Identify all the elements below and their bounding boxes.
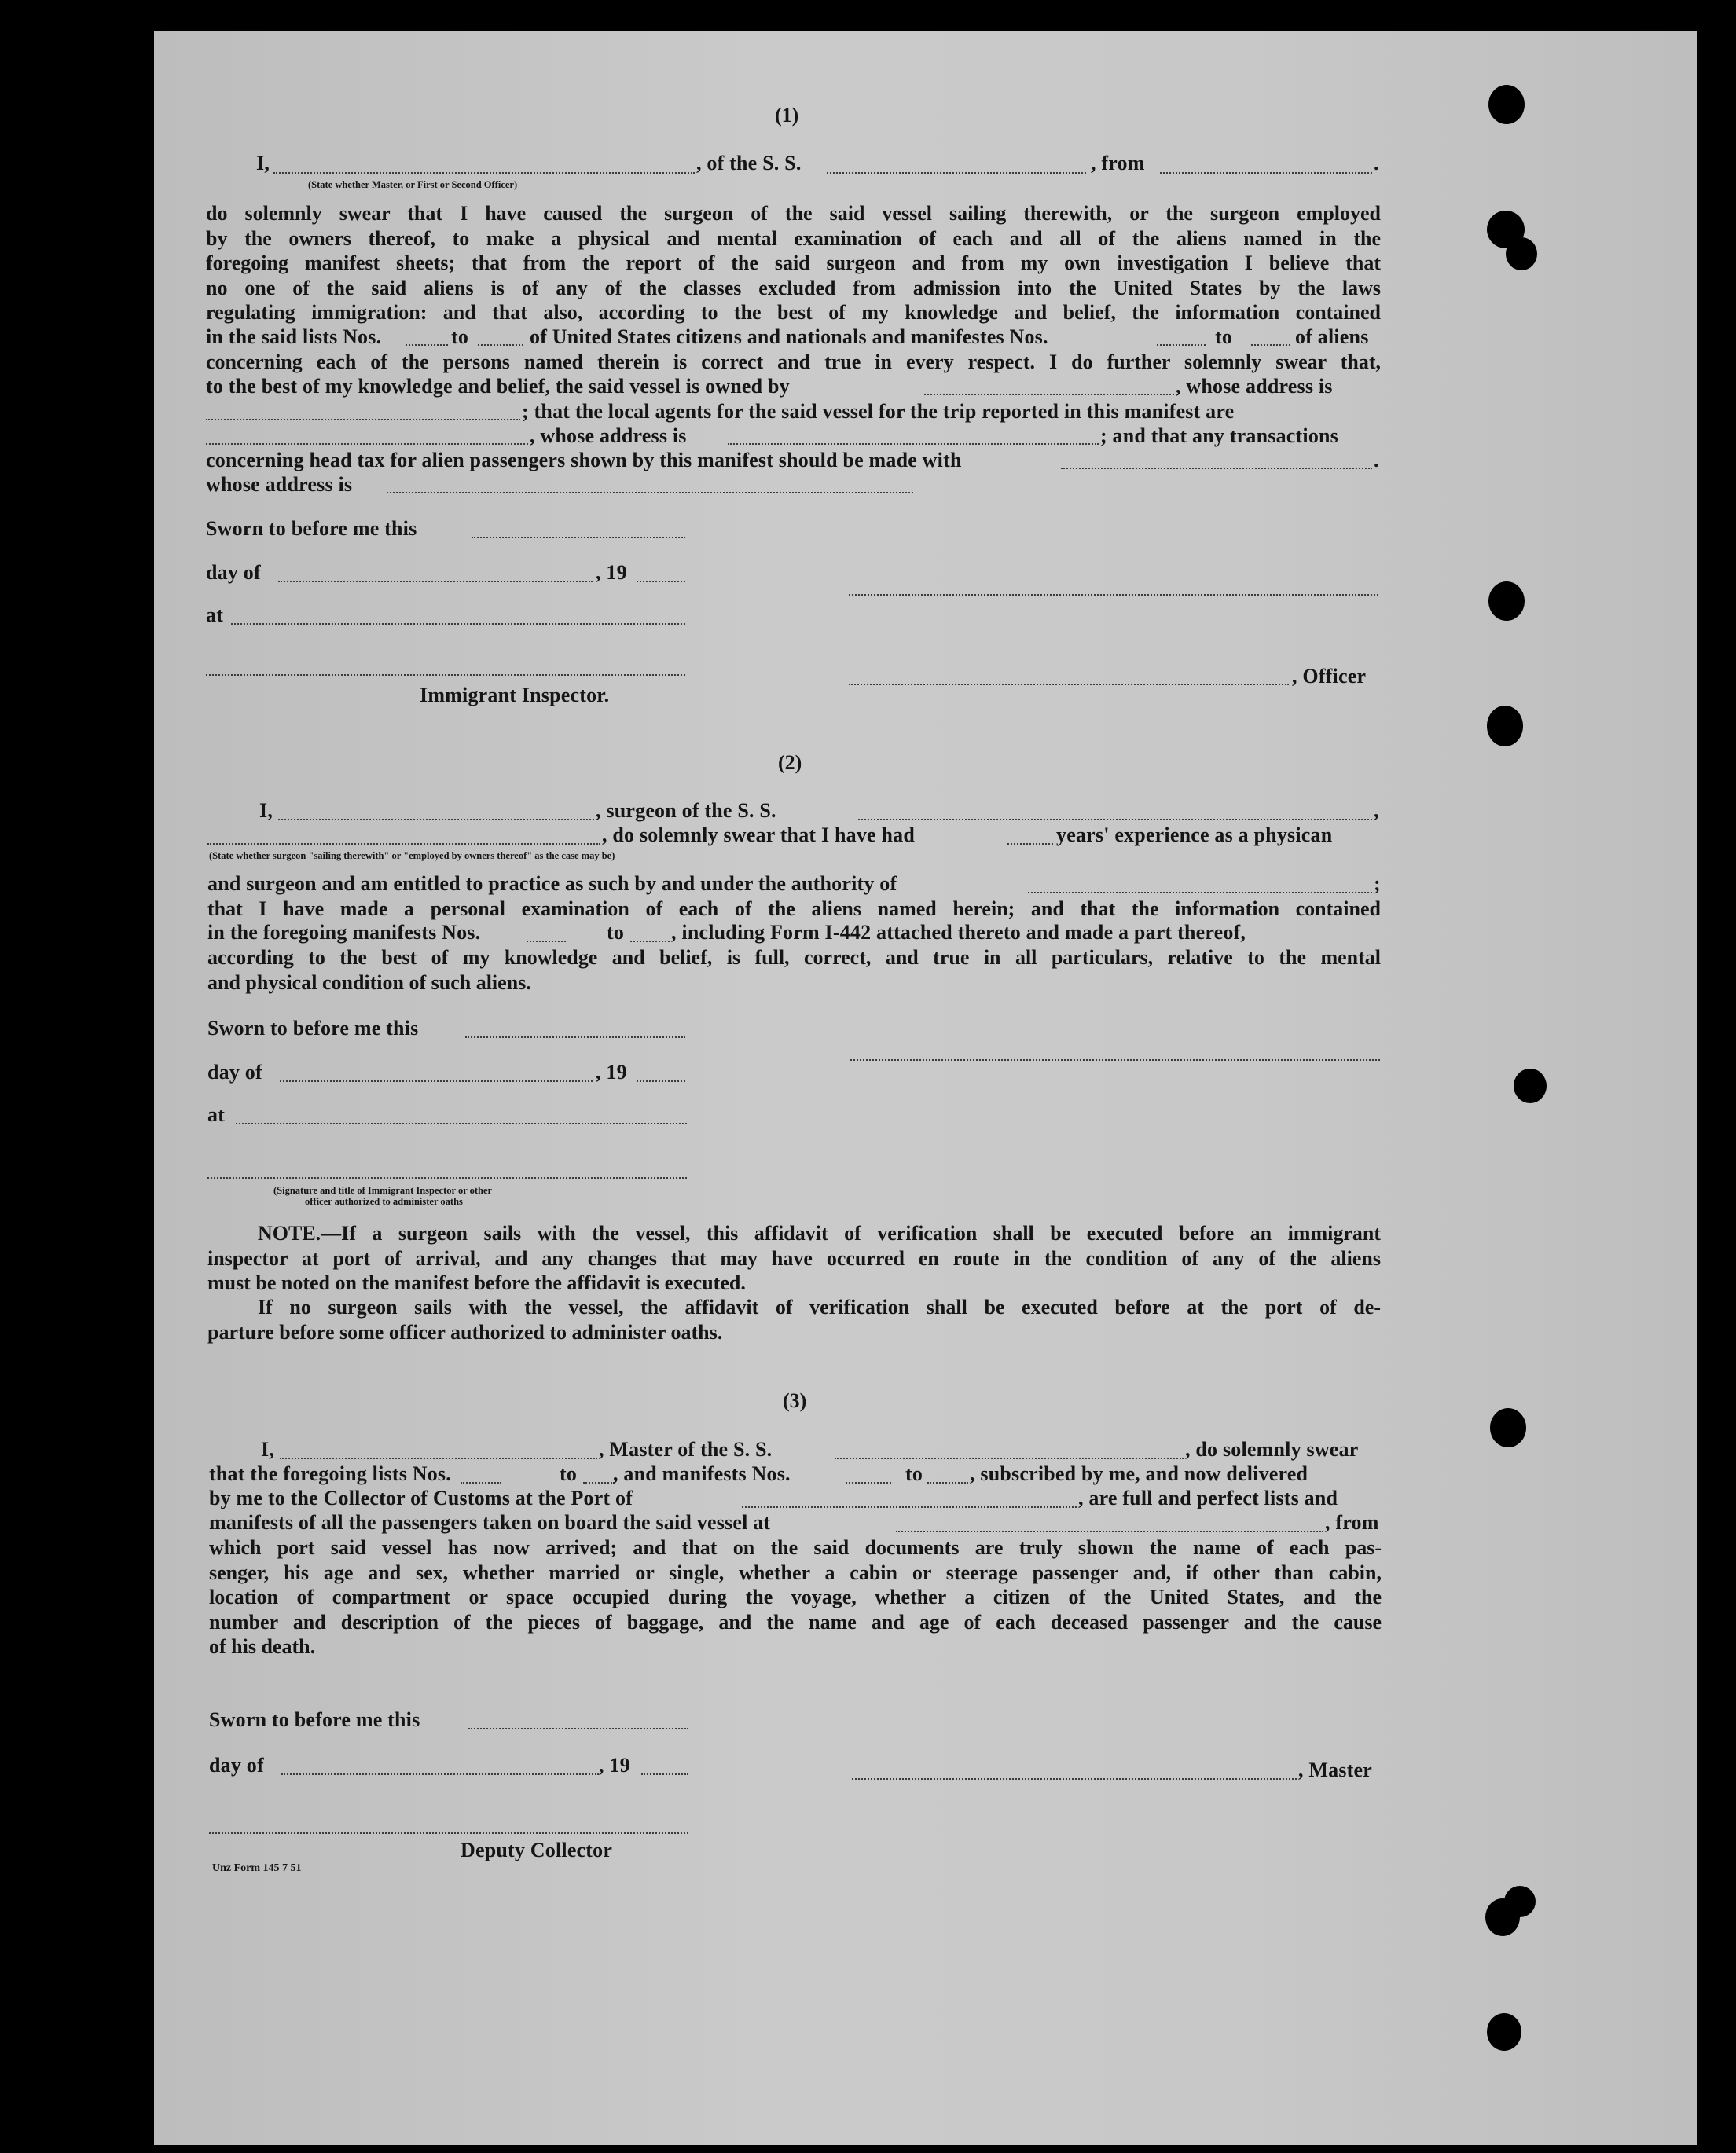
officer-caption: , Officer xyxy=(1292,665,1367,688)
swear-label: , do solemnly swear xyxy=(1185,1438,1359,1461)
section-1-line-7 xyxy=(206,350,1381,375)
section-1-body xyxy=(206,201,1381,325)
year-blank[interactable] xyxy=(641,1773,688,1775)
text-line: that I have made a personal examination of each of the aliens named herein; and that the information contained xyxy=(207,897,1381,920)
oath-i-label: I, xyxy=(261,1438,275,1461)
whose-address-label: , whose address is xyxy=(1176,375,1333,398)
text-line: location of compartment or space occupied during the voyage, whether a citizen of the United States, and the xyxy=(209,1586,1382,1608)
head-tax-address-blank[interactable] xyxy=(387,492,913,493)
taken-on-board-label: manifests of all the passengers taken on board the said vessel at xyxy=(209,1511,771,1534)
month-blank[interactable] xyxy=(280,1080,593,1082)
local-agents-label: ; that the local agents for the said vessel for the trip reported in this manifest are xyxy=(522,400,1235,423)
text-line: and physical condition of such aliens. xyxy=(207,970,531,994)
manifests-from-blank[interactable] xyxy=(846,1482,891,1484)
month-blank[interactable] xyxy=(278,581,593,582)
year-label: , 19 xyxy=(596,561,627,584)
text-line: number and description of the pieces of baggage, and the name and age of each deceased passenger and the cause xyxy=(209,1610,1382,1634)
master-signature-blank[interactable] xyxy=(852,1778,1297,1780)
text-line: by the owners thereof, to make a physical and mental examination of each and all of the aliens named in the xyxy=(206,226,1381,250)
head-tax-label: concerning head tax for alien passengers shown by this manifest should be made with xyxy=(206,449,962,471)
whose-address-label: whose address is xyxy=(206,473,353,496)
day-of-label: day of xyxy=(209,1754,264,1777)
sworn-label: Sworn to before me this xyxy=(207,1017,419,1040)
binder-hole xyxy=(1514,1069,1547,1103)
period: . xyxy=(1374,449,1379,471)
from-label: , from xyxy=(1091,152,1145,174)
inspector-caption: Immigrant Inspector. xyxy=(420,684,610,706)
section-2-body xyxy=(207,945,1381,995)
to-label: to xyxy=(1215,325,1233,348)
master-caption: , Master xyxy=(1298,1759,1372,1781)
note-paragraph-2 xyxy=(207,1295,1381,1344)
note-paragraph-1 xyxy=(207,1221,1381,1296)
lists-from-blank[interactable] xyxy=(461,1482,501,1484)
lists-from-blank[interactable] xyxy=(406,344,448,346)
oath-i-label: I, xyxy=(259,799,273,822)
officer-name-blank[interactable] xyxy=(273,172,695,174)
sworn-date-blank[interactable] xyxy=(472,537,685,538)
from-label: , from xyxy=(1325,1511,1379,1534)
year-label: , 19 xyxy=(599,1754,630,1777)
sworn-date-blank[interactable] xyxy=(468,1728,688,1729)
text-line: do solemnly swear that I have caused the surgeon of the said vessel sailing therewith, or the surgeon employed xyxy=(206,202,1381,225)
text-line: concerning each of the persons named therein is correct and true in every respect. I do further solemnly swear that, xyxy=(206,350,1381,373)
year-blank[interactable] xyxy=(637,581,685,582)
surgeon-signature-blank[interactable] xyxy=(850,1059,1380,1061)
deputy-collector-caption: Deputy Collector xyxy=(461,1839,613,1861)
sworn-label: Sworn to before me this xyxy=(209,1708,420,1731)
text-line: according to the best of my knowledge and belief, is full, correct, and true in all particulars, relative to the mental xyxy=(207,946,1381,969)
signature-note: officer authorized to administer oaths xyxy=(305,1196,463,1207)
section-2-number: (2) xyxy=(778,751,802,774)
to-label: to xyxy=(607,921,625,944)
master-name-blank[interactable] xyxy=(280,1458,597,1459)
place-blank[interactable] xyxy=(231,623,685,625)
binder-hole xyxy=(1506,237,1537,270)
citizens-manifests-label: of United States citizens and nationals and manifestes Nos. xyxy=(530,325,1048,348)
text-line: which port said vessel has now arrived; and that on the said documents are truly shown the name of each pas- xyxy=(209,1536,1382,1559)
surgeon-type-note: (State whether surgeon "sailing therewith" or "employed by owners thereof" as the case may be) xyxy=(209,850,615,861)
year-label: , 19 xyxy=(596,1061,627,1084)
agents-address-blank[interactable] xyxy=(728,443,1099,445)
binder-hole xyxy=(1490,1408,1526,1447)
text-line: parture before some officer authorized to administer oaths. xyxy=(207,1320,723,1344)
to-label: to xyxy=(560,1462,578,1485)
binder-hole xyxy=(1487,706,1523,746)
form-i442-label: , including Form I-442 attached thereto and made a part thereof, xyxy=(671,921,1246,944)
owner-address-blank[interactable] xyxy=(206,419,520,420)
owned-by-label: to the best of my knowledge and belief, the said vessel is owned by xyxy=(206,375,790,398)
binder-hole xyxy=(1485,1898,1520,1936)
perfect-lists-label: , are full and perfect lists and xyxy=(1078,1487,1338,1509)
text-line: inspector at port of arrival, and any changes that may have occurred en route in the condition of any of the aliens xyxy=(207,1246,1381,1270)
manifests-nos-label: in the foregoing manifests Nos. xyxy=(207,921,481,944)
years-blank[interactable] xyxy=(1007,843,1053,845)
lists-nos-label: in the said lists Nos. xyxy=(206,325,382,348)
officer-signature-blank[interactable] xyxy=(207,1177,687,1179)
lists-to-blank[interactable] xyxy=(583,1482,615,1484)
lists-nos-label: that the foregoing lists Nos. xyxy=(209,1462,451,1485)
of-ss-label: , of the S. S. xyxy=(696,152,802,174)
ship-name-blank[interactable] xyxy=(827,172,1086,174)
at-label: at xyxy=(207,1103,226,1126)
of-aliens-label: of aliens xyxy=(1295,325,1369,348)
port-label: by me to the Collector of Customs at the Port of xyxy=(209,1487,633,1509)
oath-i-label: I, xyxy=(256,152,270,174)
agents-address-label: , whose address is xyxy=(530,424,687,447)
comma: , xyxy=(1374,799,1379,822)
at-label: at xyxy=(206,603,224,626)
master-of-label: , Master of the S. S. xyxy=(599,1438,773,1461)
semicolon: ; xyxy=(1374,872,1381,895)
authority-label: and surgeon and am entitled to practice as such by and under the authority of xyxy=(207,872,897,895)
manifests-nos-label: , and manifests Nos. xyxy=(613,1462,791,1485)
binder-hole xyxy=(1487,2013,1521,2051)
board-port-blank[interactable] xyxy=(896,1531,1323,1532)
section-2-line-4 xyxy=(207,897,1381,922)
officer-rank-note: (State whether Master, or First or Second Officer) xyxy=(308,179,518,190)
text-line: senger, his age and sex, whether married or single, whether a cabin or steerage passenger and, if other than cabin, xyxy=(209,1561,1382,1584)
inspector-signature-blank[interactable] xyxy=(206,674,685,676)
collector-signature-blank[interactable] xyxy=(209,1832,688,1834)
years-experience-label: years' experience as a physican xyxy=(1056,823,1333,846)
day-of-label: day of xyxy=(206,561,261,584)
year-blank[interactable] xyxy=(637,1080,685,1082)
section-3-number: (3) xyxy=(783,1389,807,1412)
text-line: If no surgeon sails with the vessel, the affidavit of verification shall be executed before at the port of de- xyxy=(258,1296,1381,1319)
authority-blank[interactable] xyxy=(1028,892,1372,893)
master-ship-blank[interactable] xyxy=(835,1458,1184,1459)
sworn-date-blank[interactable] xyxy=(465,1036,685,1038)
head-tax-agent-blank[interactable] xyxy=(1061,468,1372,469)
surgeon-type-blank[interactable] xyxy=(207,843,600,845)
text-line: NOTE.—If a surgeon sails with the vessel, this affidavit of verification shall be executed before an immigrant xyxy=(258,1222,1381,1245)
surgeon-of-label: , surgeon of the S. S. xyxy=(596,799,776,822)
officer-signature-blank-1[interactable] xyxy=(849,594,1378,596)
month-blank[interactable] xyxy=(281,1773,599,1775)
agents-blank[interactable] xyxy=(206,443,528,445)
manifests-to-blank[interactable] xyxy=(1251,344,1290,346)
surgeon-ship-blank[interactable] xyxy=(858,819,1372,820)
section-3-body xyxy=(209,1535,1382,1660)
form-number: Unz Form 145 7 51 xyxy=(212,1862,302,1874)
day-of-label: day of xyxy=(207,1061,262,1084)
surgeon-name-blank[interactable] xyxy=(278,819,594,820)
manifests-to-blank[interactable] xyxy=(927,1482,968,1484)
section-1-number: (1) xyxy=(775,104,799,127)
from-port-blank[interactable] xyxy=(1160,172,1372,174)
form-page xyxy=(154,31,1697,2145)
officer-signature-blank-2[interactable] xyxy=(849,684,1289,685)
manifests-to-blank[interactable] xyxy=(630,941,670,942)
text-line: of his death. xyxy=(209,1635,316,1658)
place-blank[interactable] xyxy=(236,1123,687,1124)
text-line: must be noted on the manifest before the affidavit is executed. xyxy=(207,1271,746,1294)
transactions-label: ; and that any transactions xyxy=(1100,424,1338,447)
sworn-label: Sworn to before me this xyxy=(206,517,417,540)
period: . xyxy=(1374,152,1379,174)
text-line: regulating immigration: and that also, according to the best of my knowledge and belief, the information contained xyxy=(206,301,1381,324)
to-label: to xyxy=(451,325,469,348)
port-blank[interactable] xyxy=(742,1506,1077,1508)
subscribed-label: , subscribed by me, and now delivered xyxy=(970,1462,1308,1485)
binder-hole xyxy=(1488,581,1525,621)
owner-blank[interactable] xyxy=(924,394,1174,395)
manifests-from-blank[interactable] xyxy=(527,941,566,942)
text-line: foregoing manifest sheets; that from the report of the said surgeon and from my own investigation I believe that xyxy=(206,251,1381,274)
signature-note: (Signature and title of Immigrant Inspector or other xyxy=(273,1185,493,1196)
lists-to-blank[interactable] xyxy=(478,344,523,346)
manifests-from-blank[interactable] xyxy=(1157,344,1206,346)
to-label: to xyxy=(905,1462,923,1485)
swear-label: , do solemnly swear that I have had xyxy=(602,823,916,846)
binder-hole xyxy=(1488,85,1525,124)
text-line: no one of the said aliens is of any of the classes excluded from admission into the United States by the laws xyxy=(206,276,1381,299)
